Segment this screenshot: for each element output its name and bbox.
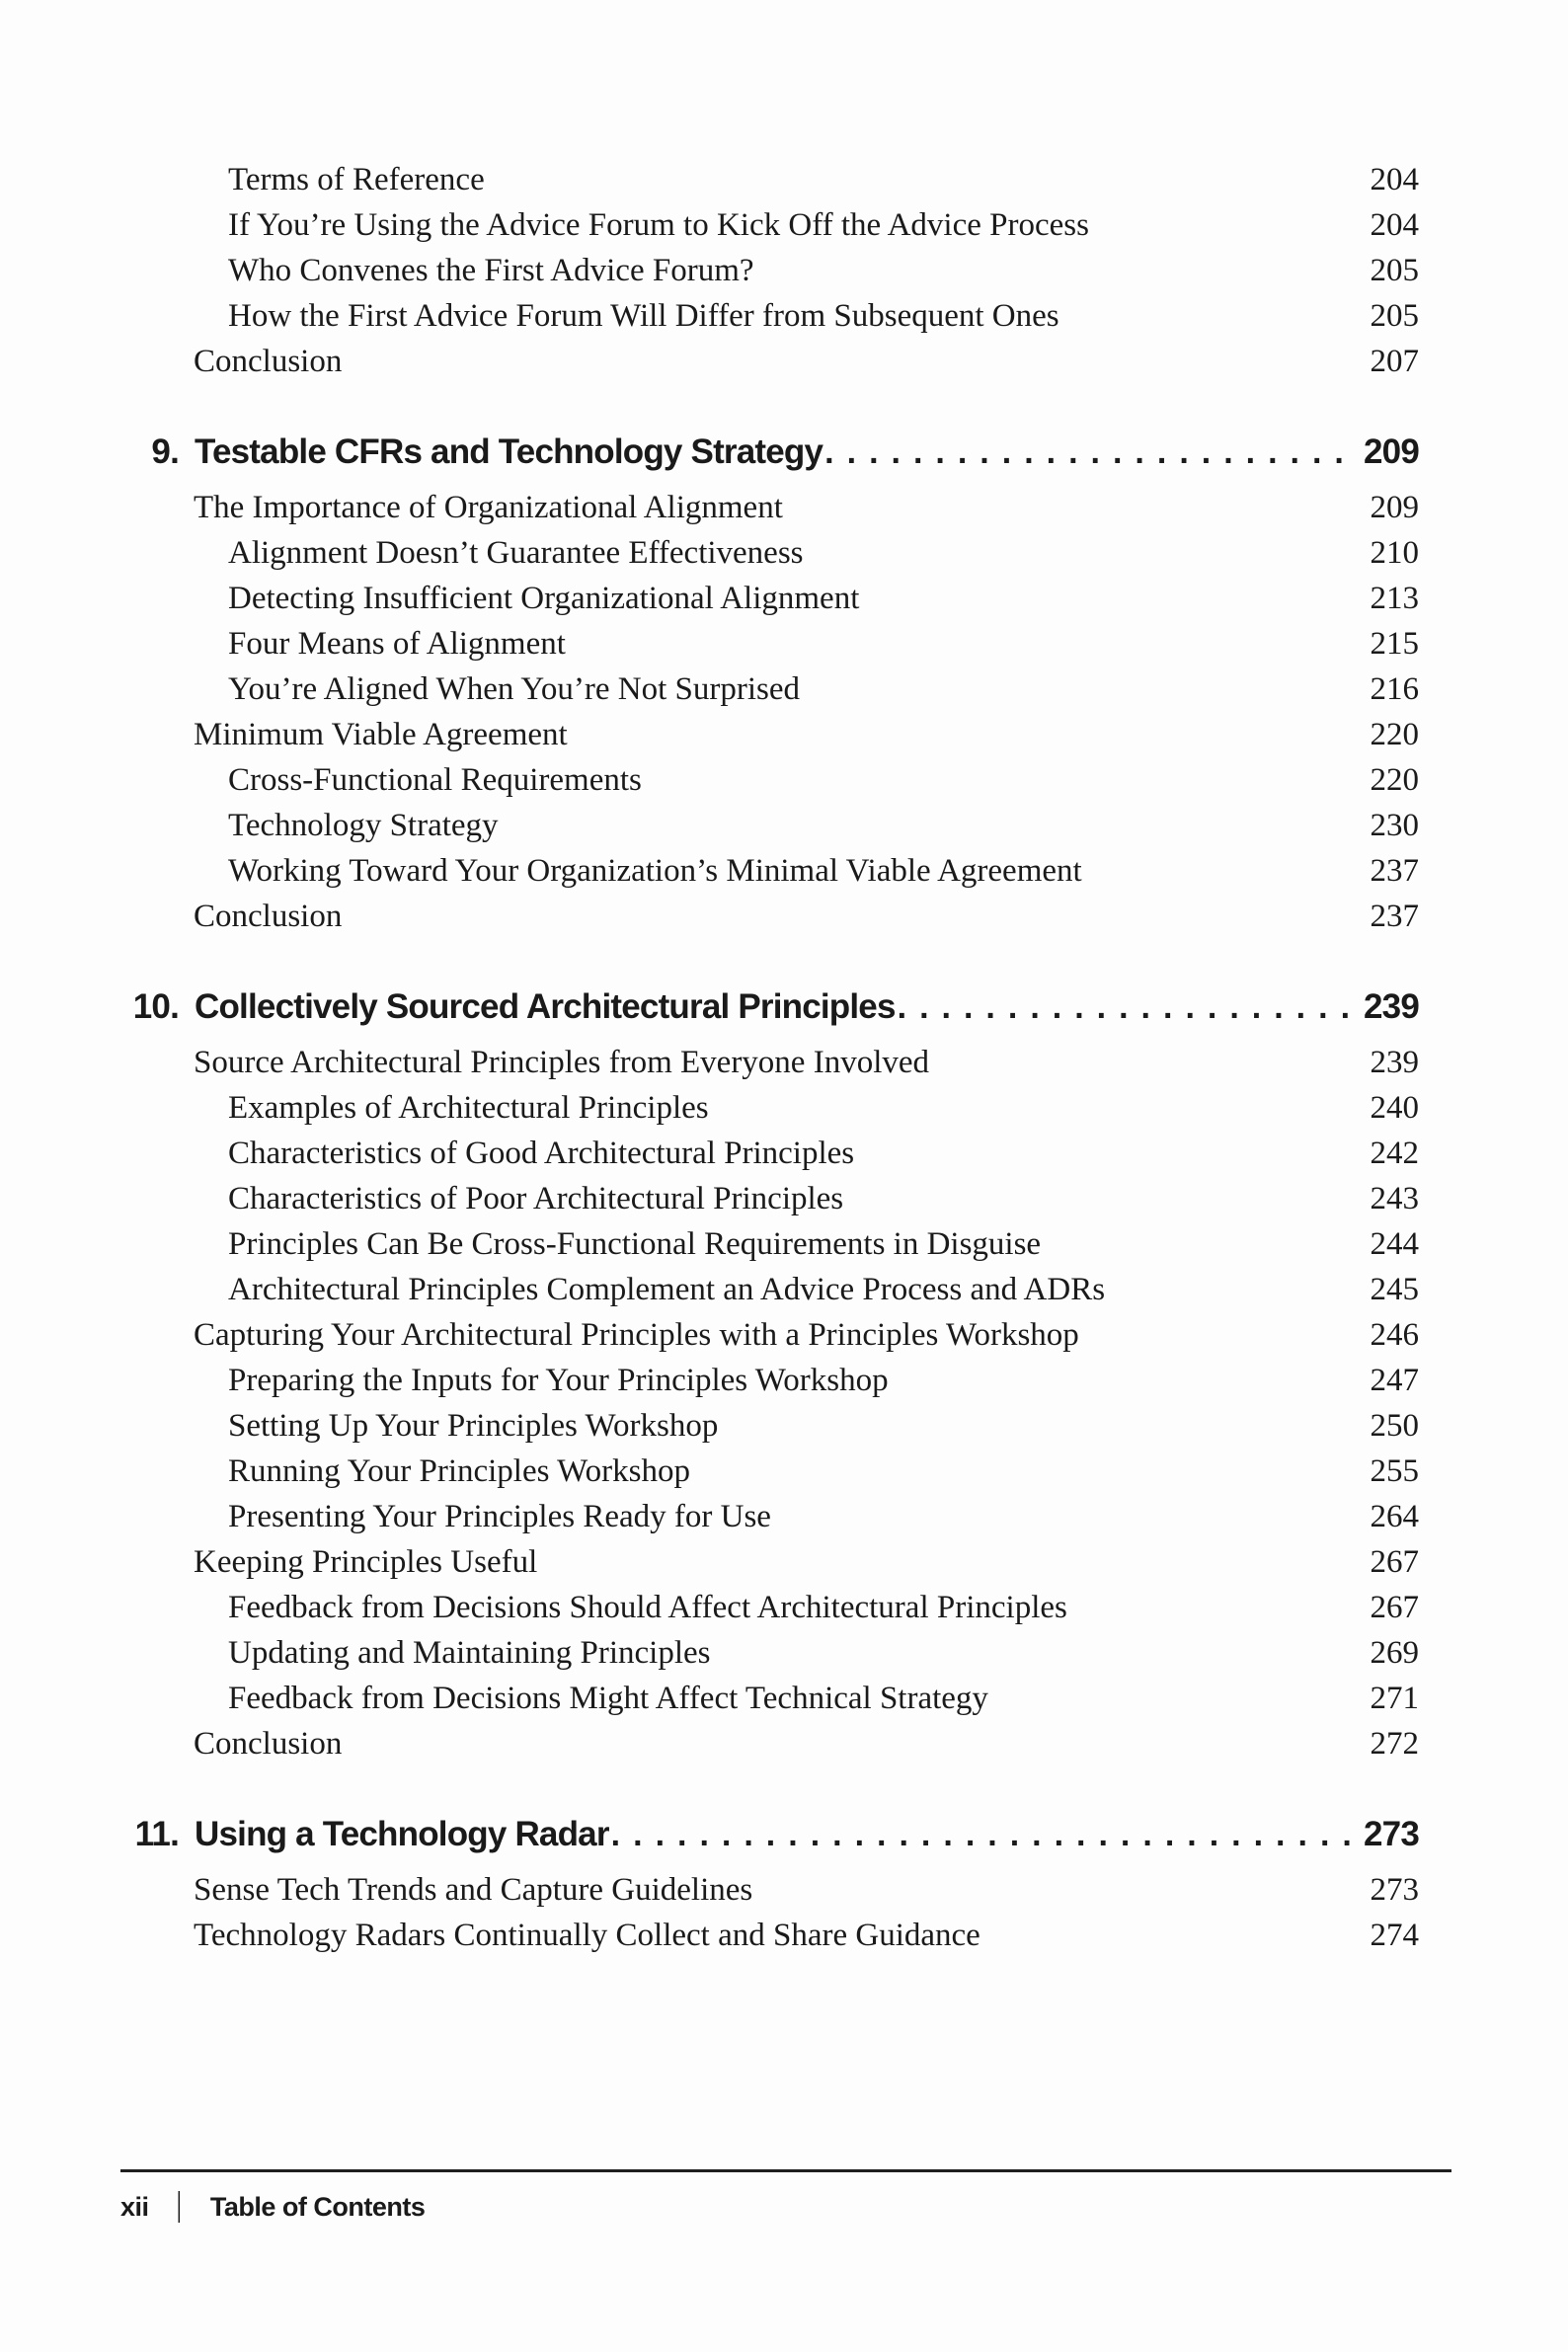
chapter-title: Testable CFRs and Technology Strategy <box>195 432 823 471</box>
footer-section-label: Table of Contents <box>209 2192 426 2222</box>
chapter-number: 11. <box>134 1815 179 1853</box>
toc-entry <box>94 202 1419 248</box>
toc-entry <box>94 1494 1419 1539</box>
toc-entry-title: Running Your Principles Workshop <box>228 1453 690 1489</box>
chapter-page-number: 209 <box>1364 432 1419 471</box>
toc-entry-title: You’re Aligned When You’re Not Surprised <box>228 671 801 707</box>
toc-entry-page-number: 209 <box>1370 490 1419 525</box>
toc-entry-title: Setting Up Your Principles Workshop <box>228 1408 719 1444</box>
toc-entry-title: Presenting Your Principles Ready for Use <box>228 1499 771 1534</box>
toc-entry <box>94 1312 1419 1358</box>
toc-entry-title: Capturing Your Architectural Principles with a Principles Workshop <box>194 1317 1079 1353</box>
toc-entry-page-number: 273 <box>1370 1872 1419 1908</box>
toc-entry <box>94 1403 1419 1449</box>
toc-entry-title: Source Architectural Principles from Everyone Involved <box>194 1045 930 1080</box>
toc-entry <box>94 157 1419 202</box>
toc-entry <box>94 1040 1419 1085</box>
footer-line <box>120 2188 1451 2227</box>
footer-separator: | <box>176 2186 181 2224</box>
toc-entry <box>94 1913 1419 1958</box>
toc-entry <box>94 339 1419 384</box>
toc-entry-title: Characteristics of Good Architectural Principles <box>228 1136 855 1171</box>
toc-entry-title: Examples of Architectural Principles <box>228 1090 709 1126</box>
chapter-number: 9. <box>151 432 179 471</box>
toc-entry-page-number: 205 <box>1370 298 1419 334</box>
toc-entry-page-number: 250 <box>1370 1408 1419 1444</box>
toc-entry-title: Principles Can Be Cross-Functional Requirements in Disguise <box>228 1226 1042 1262</box>
toc-entry <box>94 1449 1419 1494</box>
toc-entry-title: Preparing the Inputs for Your Principles Workshop <box>228 1363 889 1398</box>
toc-entry-page-number: 213 <box>1370 581 1419 616</box>
toc-entry-title: Four Means of Alignment <box>228 626 566 662</box>
toc-entry-title: The Importance of Organizational Alignment <box>194 490 783 525</box>
toc-entry <box>94 1221 1419 1267</box>
toc-entry-title: Alignment Doesn’t Guarantee Effectiveness <box>228 535 804 571</box>
toc-entry-page-number: 204 <box>1370 162 1419 197</box>
toc-entry <box>94 621 1419 666</box>
toc-entry-page-number: 245 <box>1370 1272 1419 1307</box>
toc-entry <box>94 712 1419 757</box>
toc-entry <box>94 1721 1419 1766</box>
toc-entry-title: Architectural Principles Complement an Advice Process and ADRs <box>228 1272 1106 1307</box>
toc-entry-title: Detecting Insufficient Organizational Alignment <box>228 581 860 616</box>
toc-entry <box>94 1585 1419 1630</box>
toc-entry <box>94 1131 1419 1176</box>
toc-entry <box>94 248 1419 293</box>
toc-entry <box>94 1539 1419 1585</box>
toc-entry <box>94 293 1419 339</box>
chapter-number: 10. <box>132 987 179 1026</box>
toc-entry-title: Working Toward Your Organization’s Minimal Viable Agreement <box>228 853 1082 889</box>
toc-entry-title: Conclusion <box>194 344 343 379</box>
footer <box>120 2169 1451 2227</box>
toc-entry-page-number: 269 <box>1370 1635 1419 1671</box>
toc-entry-title: Keeping Principles Useful <box>194 1544 538 1580</box>
toc-entry-page-number: 267 <box>1370 1590 1419 1625</box>
toc-entry <box>94 1867 1419 1913</box>
toc-entry-title: Conclusion <box>194 1726 343 1762</box>
dot-leader <box>898 982 1356 1032</box>
toc-entry-page-number: 272 <box>1370 1726 1419 1762</box>
toc-entry-page-number: 210 <box>1370 535 1419 571</box>
toc-entry-title: Conclusion <box>194 899 343 934</box>
toc-entry-title: Technology Strategy <box>228 808 499 843</box>
toc-entry-title: Technology Radars Continually Collect and Share Guidance <box>194 1918 980 1953</box>
toc-entry-title: Sense Tech Trends and Capture Guidelines <box>194 1872 753 1908</box>
toc-entry <box>94 894 1419 939</box>
footer-page-number: xii <box>120 2192 149 2222</box>
toc-entry-page-number: 271 <box>1370 1681 1419 1716</box>
toc-entry <box>94 530 1419 576</box>
toc-entry <box>94 757 1419 803</box>
toc-entry <box>94 1676 1419 1721</box>
toc-entry-page-number: 242 <box>1370 1136 1419 1171</box>
toc-entry-title: How the First Advice Forum Will Differ from Subsequent Ones <box>228 298 1059 334</box>
toc-entry-title: If You’re Using the Advice Forum to Kick Off the Advice Process <box>228 207 1089 243</box>
toc-entry-page-number: 244 <box>1370 1226 1419 1262</box>
chapter-heading <box>94 1810 1419 1859</box>
toc-entry-page-number: 274 <box>1370 1918 1419 1953</box>
toc-entry-page-number: 264 <box>1370 1499 1419 1534</box>
toc-entry-page-number: 267 <box>1370 1544 1419 1580</box>
toc-entry-page-number: 204 <box>1370 207 1419 243</box>
toc-entry <box>94 848 1419 894</box>
toc-entry <box>94 1358 1419 1403</box>
toc-entry-page-number: 237 <box>1370 899 1419 934</box>
toc-entry-page-number: 246 <box>1370 1317 1419 1353</box>
toc-entry-page-number: 255 <box>1370 1453 1419 1489</box>
toc-entry-page-number: 239 <box>1370 1045 1419 1080</box>
toc-entry-title: Who Convenes the First Advice Forum? <box>228 253 754 288</box>
toc-entry-title: Terms of Reference <box>228 162 485 197</box>
toc-entry-page-number: 205 <box>1370 253 1419 288</box>
toc-entry <box>94 666 1419 712</box>
toc-entry <box>94 803 1419 848</box>
toc-entry-page-number: 216 <box>1370 671 1419 707</box>
table-of-contents <box>94 0 1419 1958</box>
toc-entry-title: Updating and Maintaining Principles <box>228 1635 711 1671</box>
toc-entry-page-number: 215 <box>1370 626 1419 662</box>
chapter-page-number: 239 <box>1364 987 1419 1026</box>
toc-entry-page-number: 207 <box>1370 344 1419 379</box>
toc-entry-title: Feedback from Decisions Might Affect Technical Strategy <box>228 1681 988 1716</box>
toc-entry <box>94 1176 1419 1221</box>
toc-entry-page-number: 230 <box>1370 808 1419 843</box>
chapter-heading <box>94 428 1419 477</box>
toc-entry <box>94 576 1419 621</box>
toc-entry-title: Characteristics of Poor Architectural Principles <box>228 1181 844 1216</box>
chapter-title: Using a Technology Radar <box>195 1815 609 1853</box>
toc-entry-page-number: 220 <box>1370 762 1419 798</box>
chapter-heading <box>94 982 1419 1032</box>
chapter-page-number: 273 <box>1364 1815 1419 1853</box>
toc-entry-page-number: 243 <box>1370 1181 1419 1216</box>
chapter-title: Collectively Sourced Architectural Principles <box>195 987 896 1026</box>
toc-entry-page-number: 237 <box>1370 853 1419 889</box>
dot-leader <box>824 428 1356 477</box>
toc-entry <box>94 1267 1419 1312</box>
toc-entry-page-number: 220 <box>1370 717 1419 752</box>
toc-entry <box>94 1085 1419 1131</box>
toc-entry-page-number: 247 <box>1370 1363 1419 1398</box>
toc-entry-title: Minimum Viable Agreement <box>194 717 568 752</box>
toc-entry-title: Feedback from Decisions Should Affect Architectural Principles <box>228 1590 1067 1625</box>
toc-entry <box>94 485 1419 530</box>
dot-leader <box>611 1810 1356 1859</box>
toc-entry-page-number: 240 <box>1370 1090 1419 1126</box>
toc-entry <box>94 1630 1419 1676</box>
toc-entry-title: Cross-Functional Requirements <box>228 762 642 798</box>
